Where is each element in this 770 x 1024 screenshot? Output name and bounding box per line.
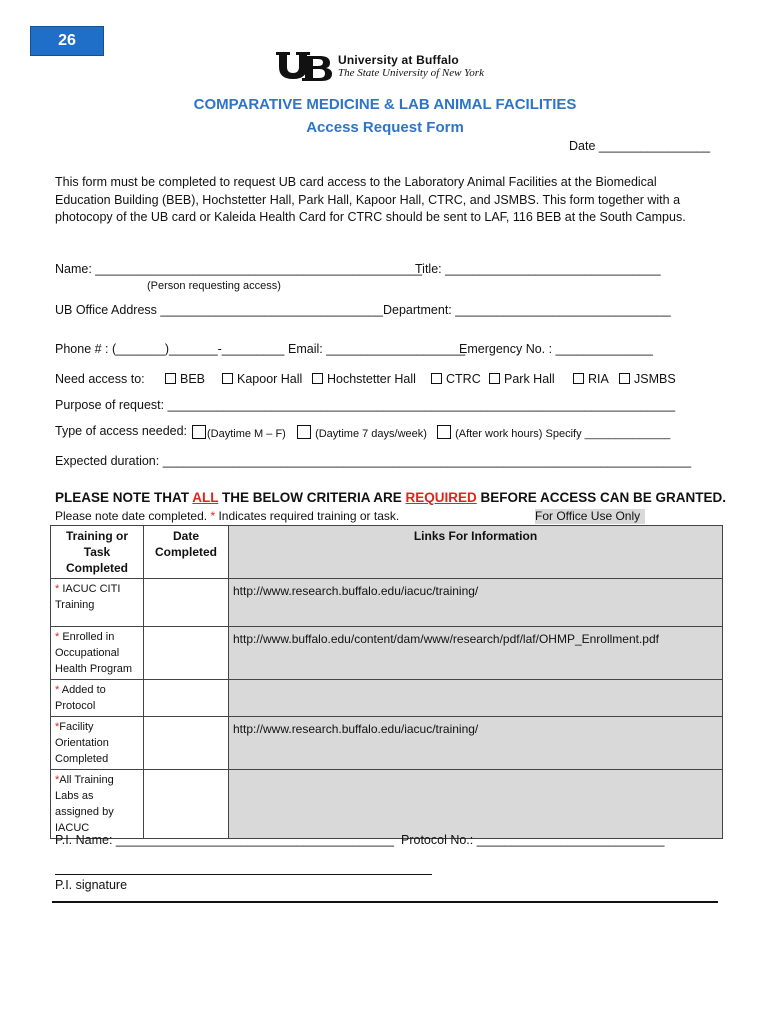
pi-name-field[interactable]: P.I. Name: ________________________________________ [55, 833, 394, 847]
protocol-number-field[interactable]: Protocol No.: ___________________________ [401, 833, 665, 847]
date-completed-cell[interactable] [144, 770, 229, 839]
task-cell: * Added to Protocol [51, 680, 144, 717]
office-address-field[interactable]: UB Office Address ________________________________ [55, 303, 383, 317]
checkbox-after-hours[interactable]: (After work hours) Specify ______________ [437, 425, 670, 440]
date-completed-cell[interactable] [144, 680, 229, 717]
pi-signature-label: P.I. signature [55, 878, 128, 892]
name-field[interactable]: Name: _______________________________________________ [55, 262, 423, 276]
expected-duration-field[interactable]: Expected duration: ____________________________________________________________________________ [55, 454, 692, 468]
checkbox-jsmbs[interactable]: JSMBS [619, 372, 676, 386]
checkbox-hochstetter-hall[interactable]: Hochstetter Hall [312, 372, 416, 386]
header-links: Links For Information [229, 526, 723, 579]
info-link[interactable]: http://www.research.buffalo.edu/iacuc/training/ [229, 579, 723, 627]
checkbox-icon [431, 373, 442, 384]
criteria-notice: PLEASE NOTE THAT ALL THE BELOW CRITERIA ARE REQUIRED BEFORE ACCESS CAN BE GRANTED. [55, 490, 727, 505]
checkbox-icon [222, 373, 233, 384]
checkbox-daytime-mf[interactable]: (Daytime M – F) [192, 425, 286, 440]
checkbox-park-hall[interactable]: Park Hall [489, 372, 555, 386]
person-requesting-note: (Person requesting access) [147, 280, 281, 292]
checkbox-kapoor-hall[interactable]: Kapoor Hall [222, 372, 302, 386]
emergency-field[interactable]: Emergency No. : ______________ [459, 342, 653, 356]
info-link [229, 680, 723, 717]
task-cell: * Enrolled in Occupational Health Program [51, 627, 144, 680]
date-completed-cell[interactable] [144, 627, 229, 680]
checkbox-beb[interactable]: BEB [165, 372, 205, 386]
page-number-badge: 26 [30, 26, 104, 56]
table-row [51, 717, 723, 770]
checkbox-ctrc[interactable]: CTRC [431, 372, 481, 386]
date-completed-cell[interactable] [144, 579, 229, 627]
department-field[interactable]: Department: _______________________________ [383, 303, 671, 317]
checkbox-ria[interactable]: RIA [573, 372, 609, 386]
info-link [229, 770, 723, 839]
intro-paragraph: This form must be completed to request UB card access to the Laboratory Animal Facilities at the Biomedical Education Building (BEB), Hochstetter Hall, Park Hall, Kapoor Hall, CTRC, and JSMBS. This form together with a photocopy of the UB card or Kaleida Health Card for CTRC should be sent to LAF, 116 BEB at the South Campus. [55, 175, 686, 224]
phone-field[interactable]: Phone # : (_______)_______-_________ [55, 342, 285, 356]
notice-all: ALL [192, 490, 219, 505]
logo-line2: The State University of New York [338, 67, 484, 79]
need-access-label: Need access to: [55, 372, 145, 386]
form-title: COMPARATIVE MEDICINE & LAB ANIMAL FACILITIES [193, 96, 577, 113]
email-field[interactable]: Email: ____________________ [288, 342, 466, 356]
date-completed-cell[interactable] [144, 717, 229, 770]
table-row [51, 680, 723, 717]
checkbox-icon [573, 373, 584, 384]
form-subtitle: Access Request Form [306, 119, 464, 136]
access-type-label: Type of access needed: [55, 424, 188, 438]
task-cell: *Facility Orientation Completed [51, 717, 144, 770]
table-row [51, 627, 723, 680]
task-cell: *All Training Labs as assigned by IACUC [51, 770, 144, 839]
title-field[interactable]: Title: _______________________________ [415, 262, 661, 276]
office-use-label: For Office Use Only [535, 509, 645, 524]
checkbox-daytime-7days[interactable]: (Daytime 7 days/week) [297, 425, 427, 440]
checkbox-icon [192, 425, 206, 439]
header-task: Training or Task Completed [51, 526, 144, 579]
header-date: Date Completed [144, 526, 229, 579]
checkbox-icon [165, 373, 176, 384]
logo-line1: University at Buffalo [338, 53, 459, 67]
checkbox-icon [297, 425, 311, 439]
task-cell: * IACUC CITI Training [51, 579, 144, 627]
requirements-table [50, 525, 723, 839]
bottom-divider [52, 901, 718, 903]
signature-line[interactable] [55, 874, 432, 875]
info-link[interactable]: http://www.research.buffalo.edu/iacuc/training/ [229, 717, 723, 770]
checkbox-icon [312, 373, 323, 384]
checkbox-icon [437, 425, 451, 439]
checkbox-icon [619, 373, 630, 384]
purpose-field[interactable]: Purpose of request: _________________________________________________________________________ [55, 398, 676, 412]
notice-required: REQUIRED [405, 490, 477, 505]
table-row [51, 579, 723, 627]
checkbox-icon [489, 373, 500, 384]
table-row [51, 770, 723, 839]
date-note: Please note date completed. * Indicates required training or task. [55, 509, 400, 523]
table-header-row [51, 526, 723, 579]
info-link[interactable]: http://www.buffalo.edu/content/dam/www/research/pdf/laf/OHMP_Enrollment.pdf [229, 627, 723, 680]
date-field[interactable]: Date ________________ [569, 139, 711, 153]
